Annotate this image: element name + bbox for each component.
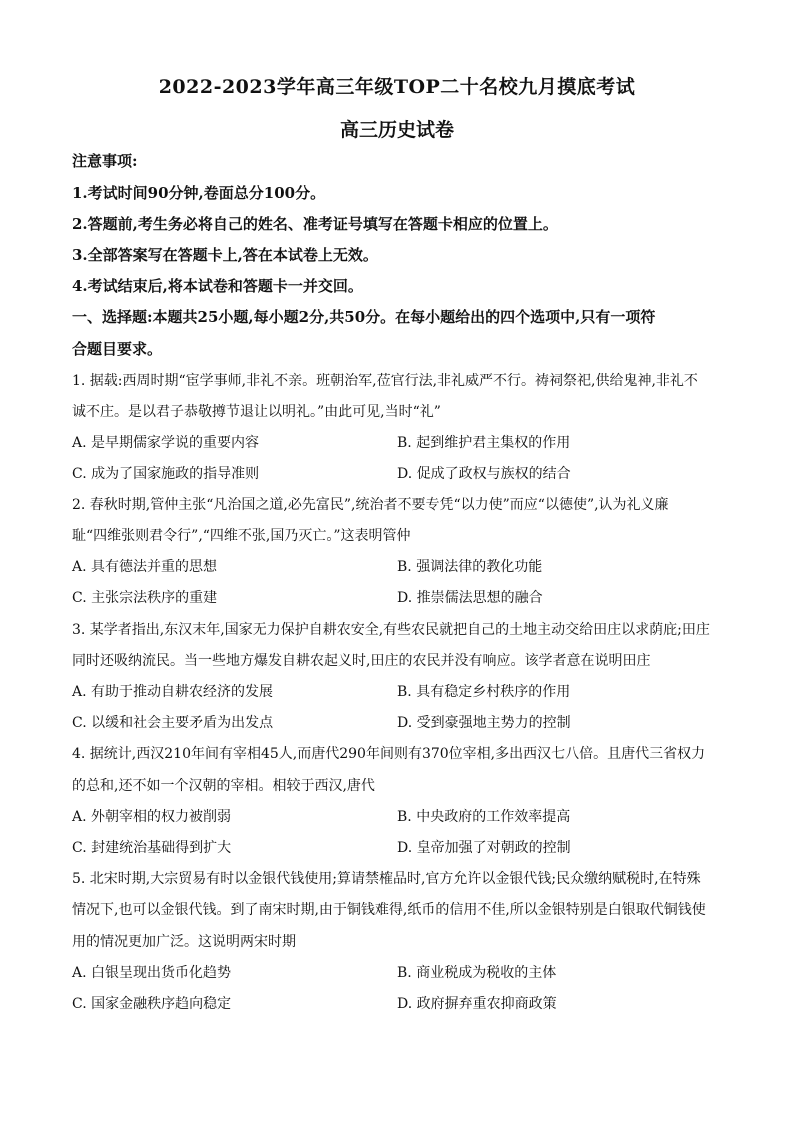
question-3-stem: 3. 某学者指出,东汉末年,国家无力保护自耕农安全,有些农民就把自己的土地主动交给田庄以求荫庇;田庄 [72, 622, 710, 638]
question-5-option-c: C. 国家金融秩序趋向稳定 [72, 996, 232, 1012]
question-5-option-d: D. 政府摒弃重农抑商政策 [397, 996, 557, 1012]
notice-heading: 注意事项: [72, 152, 138, 170]
question-1-option-b: B. 起到维护君主集权的作用 [397, 435, 571, 451]
question-2-option-b: B. 强调法律的教化功能 [397, 559, 543, 575]
question-5-option-b: B. 商业税成为税收的主体 [397, 965, 557, 981]
question-3-option-d: D. 受到豪强地主势力的控制 [397, 715, 571, 731]
question-1-stem: 诚不庄。是以君子恭敬撙节退让以明礼。”由此可见,当时“礼” [72, 404, 441, 420]
section-heading-cont: 合题目要求。 [72, 340, 163, 358]
question-5-stem: 情况下,也可以金银代钱。到了南宋时期,由于铜钱难得,纸币的信用不佳,所以金银特别是白银取代铜钱使 [72, 902, 706, 918]
question-2-option-d: D. 推崇儒法思想的融合 [397, 590, 543, 606]
question-1-stem: 1. 据载:西周时期“宦学事师,非礼不亲。班朝治军,莅官行法,非礼威严不行。祷祠祭祀,供给鬼神,非礼不 [72, 373, 698, 389]
question-4-option-b: B. 中央政府的工作效率提高 [397, 809, 571, 825]
question-1-option-c: C. 成为了国家施政的指导准则 [72, 466, 260, 482]
question-2-stem: 耻“四维张则君令行”,“四维不张,国乃灭亡。”这表明管仲 [72, 528, 411, 544]
question-4-option-d: D. 皇帝加强了对朝政的控制 [397, 840, 571, 856]
question-4-stem: 的总和,还不如一个汉朝的宰相。相较于西汉,唐代 [72, 778, 375, 794]
notice-item: 3.全部答案写在答题卡上,答在本试卷上无效。 [72, 246, 378, 264]
question-4-option-c: C. 封建统治基础得到扩大 [72, 840, 232, 856]
question-2-option-c: C. 主张宗法秩序的重建 [72, 590, 218, 606]
question-4-option-a: A. 外朝宰相的权力被削弱 [72, 809, 232, 825]
notice-item: 2.答题前,考生务必将自己的姓名、准考证号填写在答题卡相应的位置上。 [72, 215, 558, 233]
question-1-option-d: D. 促成了政权与族权的结合 [397, 466, 571, 482]
question-3-option-c: C. 以缓和社会主要矛盾为出发点 [72, 715, 274, 731]
question-2-option-a: A. 具有德法并重的思想 [72, 559, 218, 575]
question-5-option-a: A. 白银呈现出货币化趋势 [72, 965, 232, 981]
question-5-stem: 5. 北宋时期,大宗贸易有时以金银代钱使用;算请禁榷品时,官方允许以金银代钱;民众缴纳赋税时,在特殊 [72, 871, 701, 887]
exam-subtitle: 高三历史试卷 [339, 119, 454, 141]
question-1-option-a: A. 是早期儒家学说的重要内容 [72, 435, 260, 451]
question-3-option-a: A. 有助于推动自耕农经济的发展 [72, 684, 274, 700]
question-2-stem: 2. 春秋时期,管仲主张“凡治国之道,必先富民”,统治者不要专凭“以力使”而应“以德使”,认为礼义廉 [72, 497, 669, 513]
notice-item: 4.考试结束后,将本试卷和答题卡一并交回。 [72, 277, 363, 295]
question-3-option-b: B. 具有稳定乡村秩序的作用 [397, 684, 571, 700]
question-4-stem: 4. 据统计,西汉210年间有宰相45人,而唐代290年间则有370位宰相,多出西汉七八倍。且唐代三省权力 [72, 746, 706, 762]
exam-title: 2022-2023学年高三年级TOP二十名校九月摸底考试 [158, 76, 636, 98]
question-5-stem: 用的情况更加广泛。这说明两宋时期 [72, 934, 296, 950]
notice-item: 1.考试时间90分钟,卷面总分100分。 [72, 184, 326, 202]
section-heading: 一、选择题:本题共25小题,每小题2分,共50分。在每小题给出的四个选项中,只有一项符 [72, 308, 656, 326]
question-3-stem: 同时还吸纳流民。当一些地方爆发自耕农起义时,田庄的农民并没有响应。该学者意在说明田庄 [72, 653, 651, 669]
